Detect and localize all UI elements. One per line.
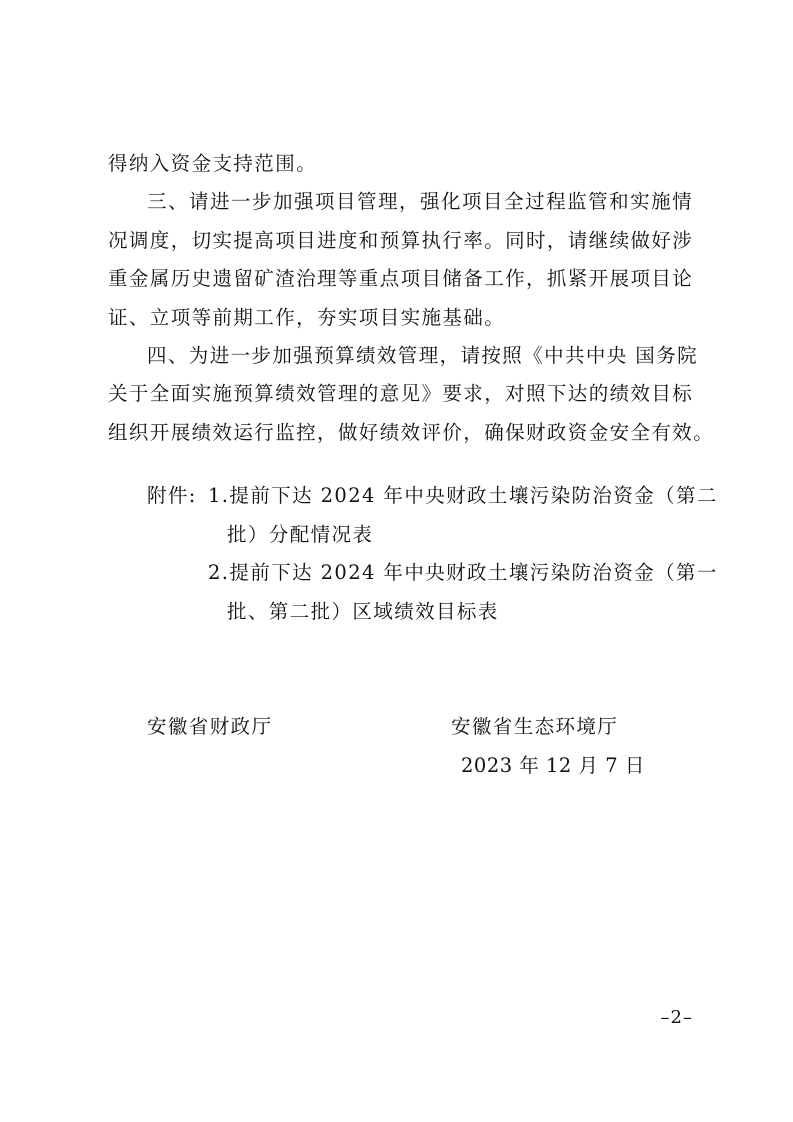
issuer-ecology-environment-department: 安徽省生态环境厅 (451, 715, 619, 738)
text-line: 证、立项等前期工作，夯实项目实施基础。 (108, 306, 506, 329)
text-line: 三、请进一步加强项目管理，强化项目全过程监管和实施情 (147, 190, 693, 213)
attachment-item-2-cont: 批、第二批）区域绩效目标表 (227, 600, 499, 623)
text-line: 得纳入资金支持范围。 (108, 152, 318, 175)
attachments-label: 附件: (147, 484, 197, 507)
page-number: –2– (660, 1007, 693, 1028)
text-line: 关于全面实施预算绩效管理的意见》要求，对照下达的绩效目标 (108, 382, 694, 405)
text-line: 组织开展绩效运行监控，做好绩效评价，确保财政资金安全有效。 (108, 421, 715, 444)
text-line: 况调度，切实提高项目进度和预算执行率。同时，请继续做好涉 (108, 229, 694, 252)
issuer-finance-department: 安徽省财政厅 (147, 715, 273, 738)
attachment-item-2: 2.提前下达 2024 年中央财政土壤污染防治资金（第一 (208, 561, 718, 584)
issue-date: 2023 年 12 月 7 日 (461, 754, 645, 777)
attachment-item-1: 1.提前下达 2024 年中央财政土壤污染防治资金（第二 (208, 484, 718, 507)
text-line: 重金属历史遗留矿渣治理等重点项目储备工作，抓紧开展项目论 (108, 267, 694, 290)
attachment-item-1-cont: 批）分配情况表 (227, 523, 374, 546)
text-line: 四、为进一步加强预算绩效管理，请按照《中共中央 国务院 (147, 344, 698, 367)
